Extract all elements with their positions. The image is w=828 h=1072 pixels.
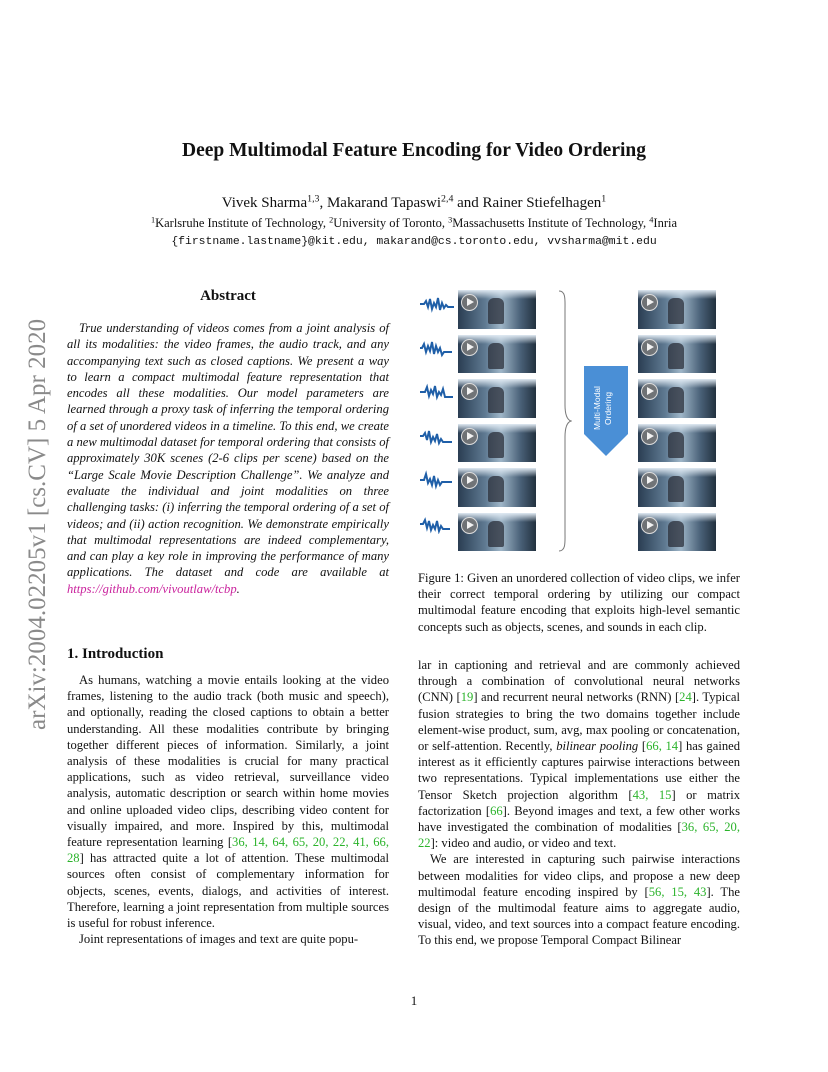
video-clip bbox=[638, 424, 716, 463]
affil-sup: 2 bbox=[329, 215, 334, 225]
text-run: [ bbox=[638, 739, 647, 754]
citation-link[interactable]: 66, 14 bbox=[646, 739, 679, 754]
ordered-clips bbox=[638, 290, 718, 557]
affil-sup: 4 bbox=[649, 215, 654, 225]
play-icon bbox=[641, 339, 658, 356]
play-icon bbox=[641, 294, 658, 311]
abstract-body: True understanding of videos comes from a joint analysis of all its modalities: the video frames, the audio track, and any accompanying text such as closed captions. We present a way to learn a compact multimodal feature representation that encodes all these modalities. Our model parameters are learned through a proxy task of inferring the temporal ordering of a set of unordered videos in a timeline. To this end, we create a new multimodal dataset for temporal ordering that consists of approximately 30K scenes (2-6 clips per scene) based on the “Large Scale Movie Description Challenge”. We analyze and evaluate the individual and joint modalities on three challenging tasks: (i) inferring the temporal ordering of a set of videos; and (ii) action recognition. We demonstrate empirically that multimodal representations are indeed complementary, and can play a key role in improving the performance of many applications. The dataset and code are available at bbox=[67, 321, 389, 580]
text-run: ]. Beyond images and text, a few other works have investigated the combination of modalities [ bbox=[418, 803, 740, 835]
box-label-line: Multi-Modal bbox=[592, 386, 602, 430]
video-clip bbox=[638, 468, 716, 507]
play-icon bbox=[641, 428, 658, 445]
text-run: ] has attracted quite a lot of attention. These multimodal sources often consist of complementary information for objects, scenes, events, dialogs, and activities of interest. Therefore, learning a joint representation from multiple sources is useful for robust inference. bbox=[67, 851, 389, 931]
citation-link[interactable]: 19 bbox=[460, 690, 474, 705]
play-icon bbox=[461, 472, 478, 489]
ordering-model-label bbox=[592, 372, 620, 444]
play-icon bbox=[461, 517, 478, 534]
video-clip bbox=[458, 335, 536, 374]
text-run: ]. The design of the multimodal feature aims to aggregate audio, visual, video, and text sources into a compact feature encoding. To this end, we propose Temporal Compact Bilinear bbox=[418, 884, 740, 948]
audio-waveform-icon bbox=[418, 382, 458, 402]
video-clip bbox=[458, 513, 536, 552]
audio-waveform-icon bbox=[418, 426, 458, 446]
text-run: As humans, watching a movie entails looking at the video frames, listening to the audio track (both music and speech), and optionally, reading the closed captions to obtain a better understanding. All these modalities contribute by bringing together different pieces of information. Similarly, a joint analysis of these modalities is crucial for many practical applications, such as video retrieval, surveillance video analysis, automatic description or search within home movies and online uploaded video clips, describing video content for visually impaired, and more. Inspired by this, multimodal feature representation learning [ bbox=[67, 673, 389, 850]
citation-link[interactable]: 66 bbox=[490, 803, 503, 818]
video-clip bbox=[458, 424, 536, 463]
brace-icon bbox=[558, 290, 572, 552]
paper-title: Deep Multimodal Feature Encoding for Video Ordering bbox=[181, 140, 646, 161]
audio-waveform-icon bbox=[418, 470, 458, 490]
text-run: ] has gained interest as it efficiently captures pairwise interactions between two representations. Typical implementations use either the Tensor Sketch projection algorithm [ bbox=[418, 739, 740, 802]
video-clip bbox=[638, 513, 716, 552]
citation-link[interactable]: 24 bbox=[679, 690, 692, 705]
play-icon bbox=[461, 294, 478, 311]
author-separator: and bbox=[453, 195, 483, 211]
audio-waveform-icon bbox=[418, 294, 458, 314]
citation-link[interactable]: 36, 65, 20, 22 bbox=[418, 820, 740, 851]
author-emails: {firstname.lastname}@kit.edu, makarand@cs.toronto.edu, vvsharma@mit.edu bbox=[171, 236, 657, 248]
section-heading-introduction: 1. Introduction bbox=[67, 646, 164, 662]
play-icon bbox=[641, 383, 658, 400]
affil-sup: 3 bbox=[448, 215, 453, 225]
abstract-heading: Abstract bbox=[200, 288, 256, 304]
intro-paragraph bbox=[418, 851, 740, 948]
author-name: Vivek Sharma bbox=[221, 195, 308, 211]
affil-name: Karlsruhe Institute of Technology, bbox=[155, 216, 330, 230]
citation-link[interactable]: 43, 15 bbox=[632, 787, 672, 802]
arxiv-identifier: arXiv:2004.02205v1 [cs.CV] 5 Apr 2020 bbox=[24, 318, 51, 730]
play-icon bbox=[641, 517, 658, 534]
intro-right-column bbox=[418, 657, 740, 949]
citation-link[interactable]: 56, 15, 43 bbox=[648, 884, 707, 899]
affil-name: Massachusetts Institute of Technology, bbox=[452, 216, 650, 230]
video-clip bbox=[638, 290, 716, 329]
audio-waveform-icon bbox=[418, 338, 458, 358]
author-name: Rainer Stiefelhagen bbox=[482, 195, 602, 211]
play-icon bbox=[461, 383, 478, 400]
play-icon bbox=[461, 428, 478, 445]
page-number: 1 bbox=[410, 993, 418, 1008]
intro-paragraph bbox=[418, 657, 740, 851]
video-clip bbox=[458, 468, 536, 507]
text-run: ] and recurrent neural networks (RNN) [ bbox=[473, 690, 680, 705]
figure-1 bbox=[418, 288, 740, 550]
author-name: Makarand Tapaswi bbox=[326, 195, 442, 211]
author-affil-sup: 2,4 bbox=[441, 193, 454, 205]
text-run: ]. Typical fusion strategies to bring the two domains together include element-wise product, sum, avg, max pooling or concatenation, or self-attention. Recently, bbox=[418, 690, 740, 754]
author-affil-sup: 1,3 bbox=[307, 193, 320, 205]
code-link[interactable]: https://github.com/vivoutlaw/tcbp bbox=[67, 581, 237, 596]
video-clip bbox=[638, 335, 716, 374]
author-separator: , bbox=[319, 195, 327, 211]
unordered-clips bbox=[458, 290, 538, 557]
intro-paragraph bbox=[67, 672, 389, 931]
affil-name: Inria bbox=[653, 216, 678, 230]
intro-paragraph: Joint representations of images and text are quite popu- bbox=[79, 932, 359, 947]
abstract-text bbox=[67, 320, 389, 597]
play-icon bbox=[461, 339, 478, 356]
author-list bbox=[0, 195, 828, 212]
affil-name: University of Toronto, bbox=[333, 216, 449, 230]
text-run: ]: video and audio, or video and text. bbox=[430, 836, 617, 851]
video-clip bbox=[458, 379, 536, 418]
text-run: We are interested in capturing such pairwise interactions between modalities for video clips, and propose a new deep multimodal feature encoding inspired by [ bbox=[418, 852, 740, 899]
citation-link[interactable]: 36, 14, 64, 65, 20, 22, 41, 66, 28 bbox=[67, 835, 390, 866]
affil-sup: 1 bbox=[150, 215, 156, 225]
emphasis-text: bilinear pooling bbox=[556, 739, 639, 754]
intro-left-column bbox=[67, 672, 389, 947]
figure-caption: Figure 1: Given an unordered collection of video clips, we infer their correct temporal ordering by utilizing our compact multimodal feature encoding that exploits high-level semantic concepts such as objects, scenes, and sounds in each clip. bbox=[418, 571, 740, 634]
text-run: ] or matrix factorization [ bbox=[418, 787, 740, 818]
audio-waveform-icon bbox=[418, 514, 458, 534]
play-icon bbox=[641, 472, 658, 489]
affiliations bbox=[0, 216, 828, 231]
author-affil-sup: 1 bbox=[601, 193, 607, 205]
video-clip bbox=[638, 379, 716, 418]
abstract-end: . bbox=[236, 581, 240, 596]
video-clip bbox=[458, 290, 536, 329]
text-run: lar in captioning and retrieval and are commonly achieved through a combination of convolutional neural networks (CNN) [ bbox=[418, 658, 740, 705]
box-label-line: Ordering bbox=[603, 391, 613, 425]
